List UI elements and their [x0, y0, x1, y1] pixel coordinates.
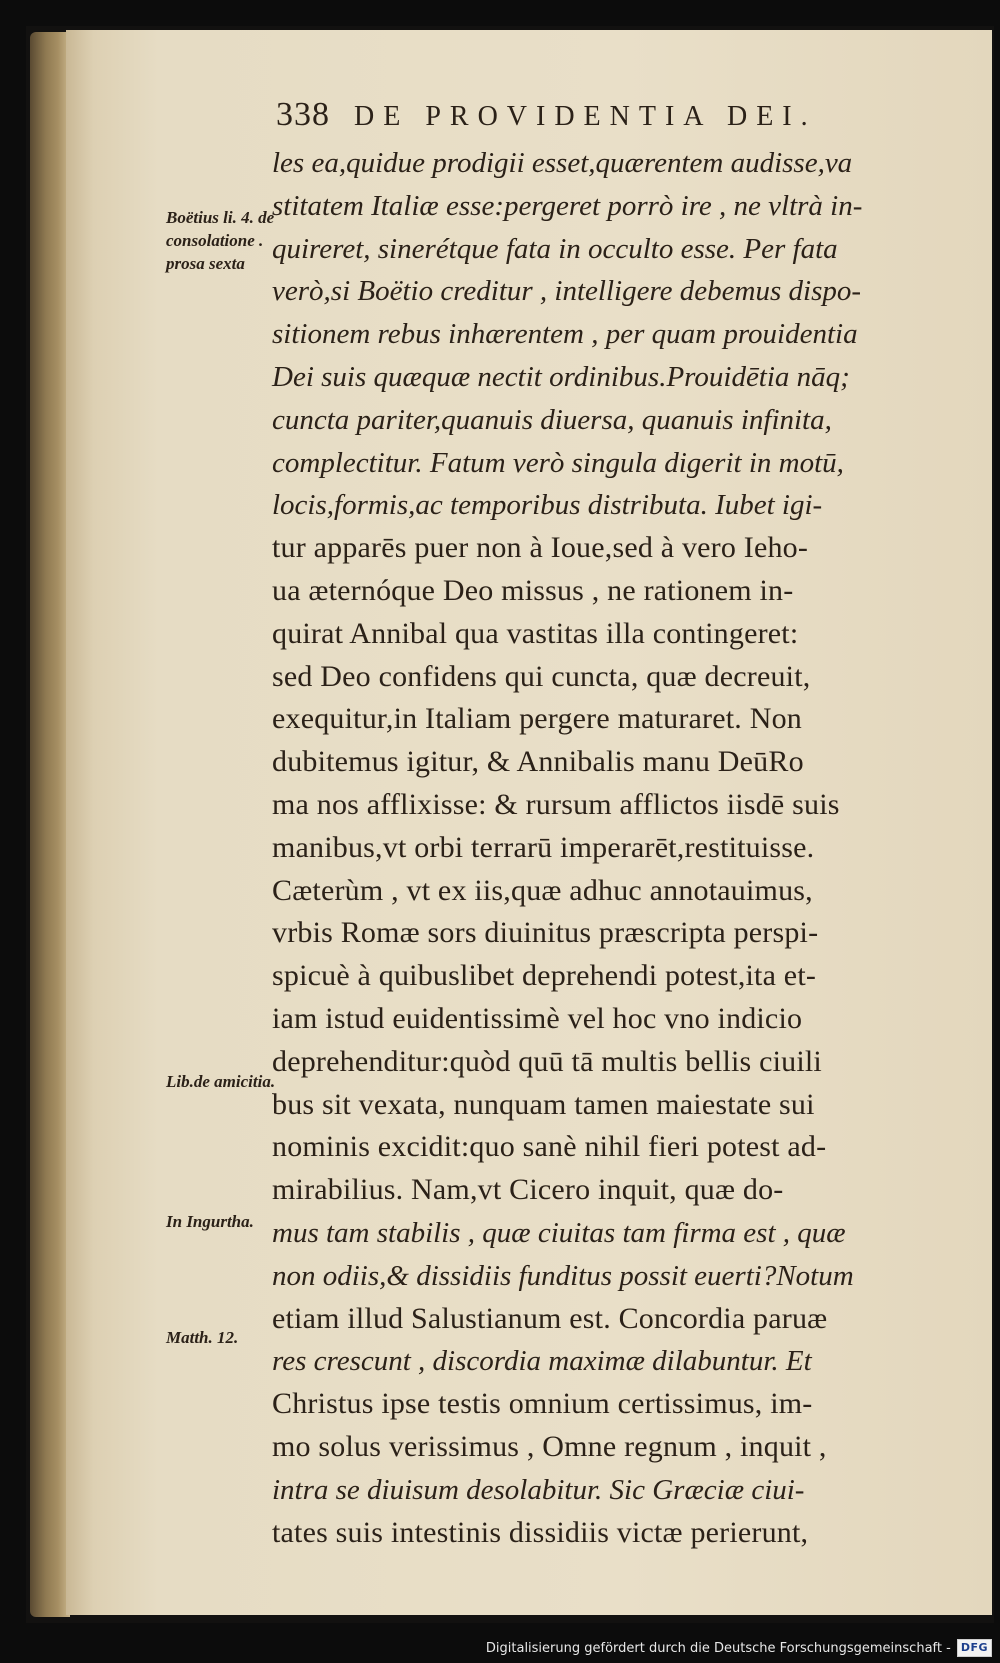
- text-line: iam istud euidentissimè vel hoc vno indicio: [272, 1001, 803, 1035]
- text-line: tates suis intestinis dissidiis victæ perierunt,: [272, 1515, 809, 1549]
- text-line: mirabilius. Nam,vt Cicero inquit, quæ do-: [272, 1173, 784, 1207]
- text-line: cuncta pariter,quanuis diuersa, quanuis infinita,: [272, 403, 832, 436]
- margin-note-cicero: Lib.de amicitia.: [166, 1072, 276, 1091]
- text-line: res crescunt , discordia maximæ dilabuntur. Et: [272, 1345, 812, 1378]
- text-line: Dei suis quæquæ nectit ordinibus.Prouidētia nāq;: [272, 360, 850, 393]
- text-line: manibus,vt orbi terrarū imperarēt,restituisse.: [272, 830, 815, 864]
- running-title: DE PROVIDENTIA DEI.: [354, 101, 817, 132]
- text-line: deprehenditur:quòd quū tā multis bellis ciuili: [272, 1044, 822, 1078]
- text-line: Cæterùm , vt ex iis,quæ adhuc annotauimus,: [272, 873, 813, 907]
- text-line: etiam illud Salustianum est. Concordia paruæ: [272, 1301, 828, 1335]
- text-line: sed Deo confidens qui cuncta, quæ decreuit,: [272, 659, 811, 693]
- text-line: tur apparēs puer non à Ioue,sed à vero Ieho-: [272, 531, 809, 565]
- text-line: locis,formis,ac temporibus distributa. Iubet igi-: [272, 489, 823, 522]
- text-line: ua æternóque Deo missus , ne rationem in-: [272, 573, 794, 607]
- text-line: mus tam stabilis , quæ ciuitas tam firma est , quæ: [272, 1216, 846, 1249]
- margin-note-boetius: Boëtius li. 4. de consolatione . prosa sexta: [166, 208, 275, 273]
- book-page: [66, 30, 992, 1615]
- text-line: les ea,quidue prodigii esset,quærentem audisse,va: [272, 147, 853, 179]
- book-edge: [30, 32, 70, 1617]
- text-line: intra se diuisum desolabitur. Sic Græciæ ciui-: [272, 1473, 805, 1506]
- text-line: dubitemus igitur, & Annibalis manu DeūRo: [272, 745, 804, 779]
- margin-smudge: [164, 150, 268, 174]
- dfg-logo[interactable]: DFG: [957, 1639, 992, 1657]
- text-line: spicuè à quibuslibet deprehendi potest,ita et-: [272, 959, 817, 993]
- footer-credit: Digitalisierung gefördert durch die Deutsche Forschungsgemeinschaft -: [485, 1640, 951, 1656]
- text-line: non odiis,& dissidiis funditus possit euerti?Notum: [272, 1259, 854, 1292]
- text-line: complectitur. Fatum verò singula digerit in motū,: [272, 446, 844, 479]
- margin-note-sallust: In Ingurtha.: [166, 1212, 254, 1231]
- text-line: sitionem rebus inhærentem , per quam prouidentia: [272, 318, 858, 351]
- text-line: bus sit vexata, nunquam tamen maiestate sui: [272, 1087, 815, 1121]
- text-line: stitatem Italiæ esse:pergeret porrò ire , ne vltrà in-: [272, 189, 863, 222]
- page-header: [276, 96, 956, 146]
- text-line: verò,si Boëtio creditur , intelligere debemus dispo-: [272, 275, 862, 308]
- text-line: quireret, sinerétque fata in occulto esse. Per fata: [272, 232, 838, 265]
- text-line: Christus ipse testis omnium certissimus, im-: [272, 1387, 813, 1421]
- text-line: vrbis Romæ sors diuinitus præscripta perspi-: [272, 916, 819, 950]
- text-line: quirat Annibal qua vastitas illa contingeret:: [272, 616, 799, 650]
- text-line: exequitur,in Italiam pergere maturaret. Non: [272, 702, 802, 736]
- page-number: 338: [276, 96, 330, 133]
- text-line: ma nos afflixisse: & rursum afflictos iisdē suis: [272, 787, 840, 821]
- text-line: nominis excidit:quo sanè nihil fieri potest ad-: [272, 1130, 827, 1164]
- body-text: [272, 142, 972, 1554]
- footer-bar: [486, 1637, 992, 1659]
- margin-note-matthew: Matth. 12.: [166, 1328, 239, 1347]
- text-line: mo solus verissimus , Omne regnum , inquit ,: [272, 1429, 827, 1463]
